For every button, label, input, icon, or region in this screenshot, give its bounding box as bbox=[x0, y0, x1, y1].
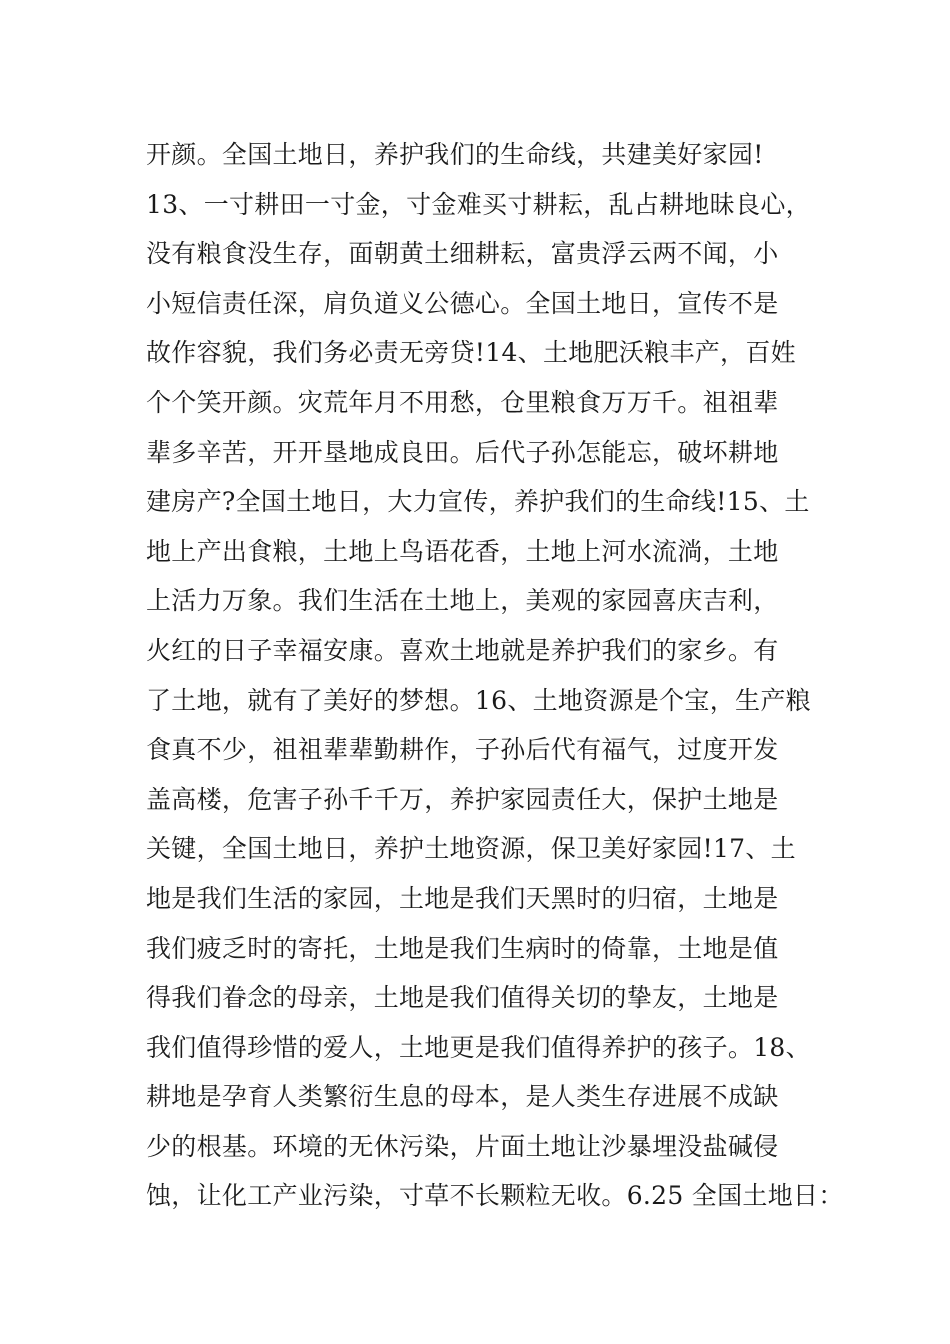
text-line-3: 没有粮食没生存，面朝黄土细耕耘，富贵浮云两不闻，小 bbox=[146, 239, 779, 269]
text-line-10: 上活力万象。我们生活在土地上，美观的家园喜庆吉利， bbox=[146, 586, 779, 616]
text-line-11: 火红的日子幸福安康。喜欢土地就是养护我们的家乡。有 bbox=[146, 635, 779, 665]
text-line-20: 耕地是孕育人类繁衍生息的母本，是人类生存进展不成缺 bbox=[146, 1082, 779, 1112]
text-line-15: 关键，全国土地日，养护土地资源，保卫美好家园!17、土 bbox=[146, 834, 796, 864]
text-line-12: 了土地，就有了美好的梦想。16、土地资源是个宝，生产粮 bbox=[146, 685, 811, 715]
text-line-19: 我们值得珍惜的爱人，土地更是我们值得养护的孩子。18、 bbox=[146, 1032, 811, 1062]
text-line-22: 蚀，让化工产业污染，寸草不长颗粒无收。6.25 全国土地日： bbox=[146, 1181, 844, 1211]
text-line-1: 开颜。全国土地日，养护我们的生命线，共建美好家园! bbox=[146, 140, 764, 169]
text-line-17: 我们疲乏时的寄托，土地是我们生病时的倚靠，土地是值 bbox=[146, 933, 779, 963]
text-line-6: 个个笑开颜。灾荒年月不用愁，仓里粮食万万千。祖祖辈 bbox=[146, 387, 779, 417]
text-line-9: 地上产出食粮，土地上鸟语花香，土地上河水流淌，土地 bbox=[146, 536, 779, 566]
text-line-5: 故作容貌，我们务必责无旁贷!14、土地肥沃粮丰产，百姓 bbox=[146, 338, 796, 368]
text-line-16: 地是我们生活的家园，土地是我们天黑时的归宿，土地是 bbox=[146, 883, 779, 913]
text-line-8: 建房产?全国土地日，大力宣传，养护我们的生命线!15、土 bbox=[146, 487, 810, 517]
text-line-2: 13、一寸耕田一寸金，寸金难买寸耕耘，乱占耕地昧良心， bbox=[146, 189, 811, 219]
text-line-21: 少的根基。环境的无休污染，片面土地让沙暴埋没盐碱侵 bbox=[146, 1131, 779, 1161]
text-line-13: 食真不少，祖祖辈辈勤耕作，子孙后代有福气，过度开发 bbox=[146, 735, 779, 765]
text-line-18: 得我们眷念的母亲，土地是我们值得关切的挚友，土地是 bbox=[146, 983, 779, 1013]
body-text bbox=[146, 130, 844, 1221]
text-line-7: 辈多辛苦，开开垦地成良田。后代子孙怎能忘，破坏耕地 bbox=[146, 437, 779, 467]
text-line-4: 小短信责任深，肩负道义公德心。全国土地日，宣传不是 bbox=[146, 288, 779, 318]
text-line-14: 盖高楼，危害子孙千千万，养护家园责任大，保护土地是 bbox=[146, 784, 779, 814]
